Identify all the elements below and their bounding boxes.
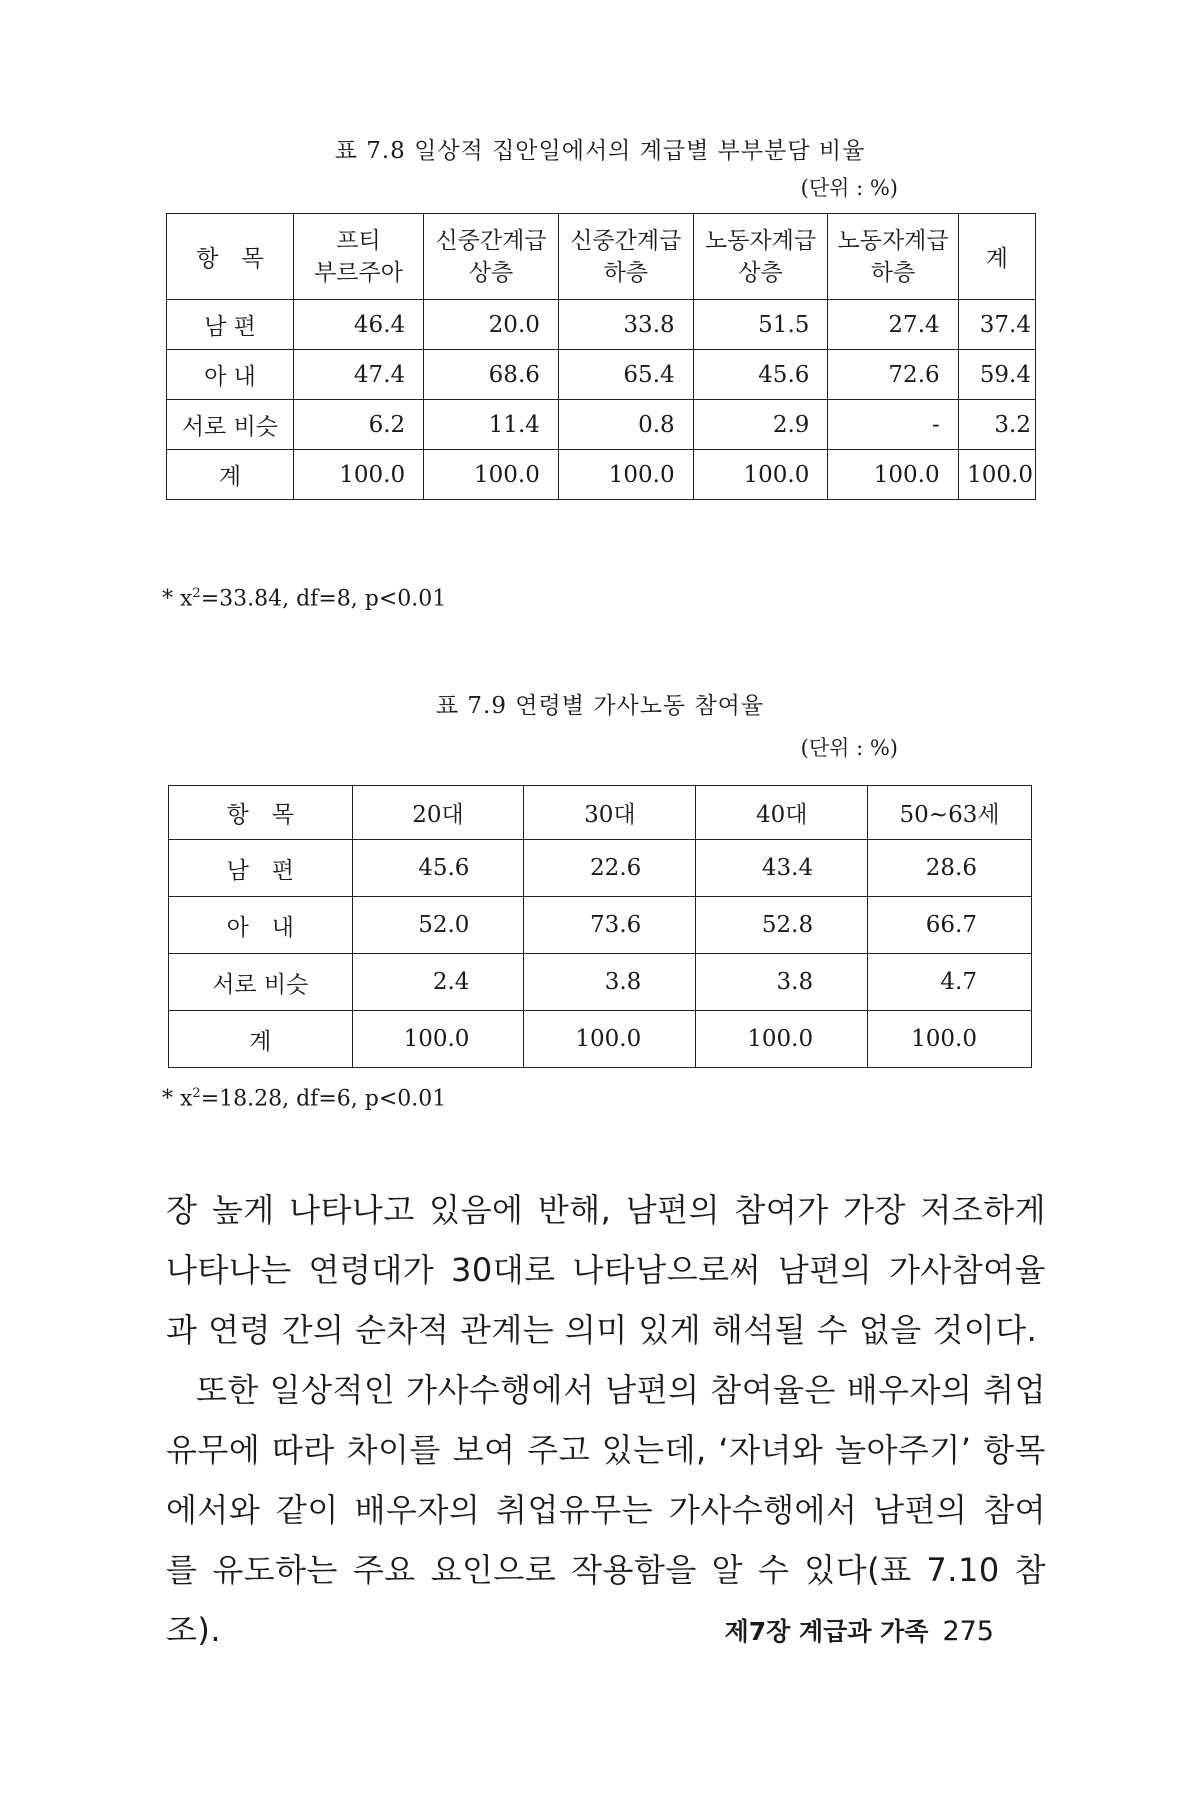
table-cell: 68.6: [424, 350, 559, 400]
table-cell: 43.4: [696, 840, 868, 897]
table-row: [169, 897, 1032, 954]
table-row: [167, 350, 1036, 400]
table-row: [167, 450, 1036, 500]
table-cell: 100.0: [828, 450, 958, 500]
table-cell: 46.4: [293, 300, 423, 350]
table2-header-cell: 40대: [696, 786, 868, 840]
table-row: [169, 954, 1032, 1011]
row-label: 아 내: [167, 350, 294, 400]
paragraph-1: 장 높게 나타나고 있음에 반해, 남편의 참여가 가장 저조하게 나타나는 연령대가 30대로 나타남으로써 남편의 가사참여율과 연령 간의 순차적 관계는 의미 있게 해석될 수 없을 것이다.: [166, 1191, 1046, 1349]
row-label: 계: [169, 1011, 353, 1068]
table-cell: 100.0: [352, 1011, 524, 1068]
table1-unit: (단위 : %): [800, 176, 898, 200]
table-cell: 45.6: [352, 840, 524, 897]
table1-header-cell: 신중간계급 하층: [558, 214, 693, 300]
body-text: [166, 1180, 1046, 1660]
table-cell: 3.8: [696, 954, 868, 1011]
row-label: 남 편: [169, 840, 353, 897]
table-cell: 20.0: [424, 300, 559, 350]
table-cell: 73.6: [524, 897, 696, 954]
chapter-title: 제7장 계급과 가족: [724, 1617, 929, 1646]
table-row: [167, 400, 1036, 450]
table2-header-cell: 50~63세: [868, 786, 1032, 840]
row-label: 계: [167, 450, 294, 500]
table-cell: 45.6: [693, 350, 828, 400]
table-cell: 11.4: [424, 400, 559, 450]
table2-header-row: [169, 786, 1032, 840]
table-cell: 100.0: [693, 450, 828, 500]
row-label: 서로 비슷: [169, 954, 353, 1011]
table-cell: 100.0: [558, 450, 693, 500]
table-cell: 4.7: [868, 954, 1032, 1011]
table-cell: 3.8: [524, 954, 696, 1011]
table-cell: 66.7: [868, 897, 1032, 954]
table-cell: 3.2: [958, 400, 1035, 450]
table-cell: 22.6: [524, 840, 696, 897]
table-cell: 51.5: [693, 300, 828, 350]
table-cell: 100.0: [696, 1011, 868, 1068]
page-number: 275: [942, 1616, 994, 1647]
table1-header-cell: 항 목: [167, 214, 294, 300]
table2-note: * $x^2=18.28$, df=6, p<0.01: [162, 1086, 447, 1112]
table-cell: 0.8: [558, 400, 693, 450]
table1-header-cell: 계: [958, 214, 1035, 300]
table1-header-cell: 프티 부르주아: [293, 214, 423, 300]
table-cell: 100.0: [868, 1011, 1032, 1068]
table-cell: 52.8: [696, 897, 868, 954]
table-cell: 100.0: [293, 450, 423, 500]
table-cell: 100.0: [958, 450, 1035, 500]
table1-header-row: [167, 214, 1036, 300]
paragraph-2: 또한 일상적인 가사수행에서 남편의 참여율은 배우자의 취업 유무에 따라 차이를 보여 주고 있는데, ‘자녀와 놀아주기’ 항목에서와 같이 배우자의 취업유무는 가사수행에서 남편의 참여를 유도하는 주요 요인으로 작용함을 알 수 있다(표 7.10 참조).: [166, 1371, 1046, 1649]
table-cell: 72.6: [828, 350, 958, 400]
table-cell: 52.0: [352, 897, 524, 954]
table2-unit: (단위 : %): [800, 736, 898, 760]
table-cell: 100.0: [424, 450, 559, 500]
table-cell: 59.4: [958, 350, 1035, 400]
table-cell: 47.4: [293, 350, 423, 400]
table-cell: 100.0: [524, 1011, 696, 1068]
table2-header-cell: 항 목: [169, 786, 353, 840]
table-cell: 2.4: [352, 954, 524, 1011]
table-cell: 27.4: [828, 300, 958, 350]
table-cell: 65.4: [558, 350, 693, 400]
table-cell: 2.9: [693, 400, 828, 450]
table-row: [169, 840, 1032, 897]
table-cell: -: [828, 400, 958, 450]
row-label: 서로 비슷: [167, 400, 294, 450]
table1-header-cell: 노동자계급 하층: [828, 214, 958, 300]
table2-header-cell: 30대: [524, 786, 696, 840]
row-label: 남 편: [167, 300, 294, 350]
table1: [166, 213, 1036, 500]
table1-header-cell: 노동자계급 상층: [693, 214, 828, 300]
table1-title: 표 7.8 일상적 집안일에서의 계급별 부부분담 비율: [334, 138, 866, 164]
table1-header-cell: 신중간계급 상층: [424, 214, 559, 300]
table-cell: 37.4: [958, 300, 1035, 350]
table-row: [169, 1011, 1032, 1068]
table2: [168, 785, 1032, 1068]
table-cell: 33.8: [558, 300, 693, 350]
table2-header-cell: 20대: [352, 786, 524, 840]
table-cell: 28.6: [868, 840, 1032, 897]
table2-title: 표 7.9 연령별 가사노동 참여율: [435, 693, 765, 719]
table-row: [167, 300, 1036, 350]
row-label: 아 내: [169, 897, 353, 954]
table1-note: * $x^2=33.84$, df=8, p<0.01: [162, 586, 447, 612]
page-footer: [725, 1612, 994, 1648]
table-cell: 6.2: [293, 400, 423, 450]
